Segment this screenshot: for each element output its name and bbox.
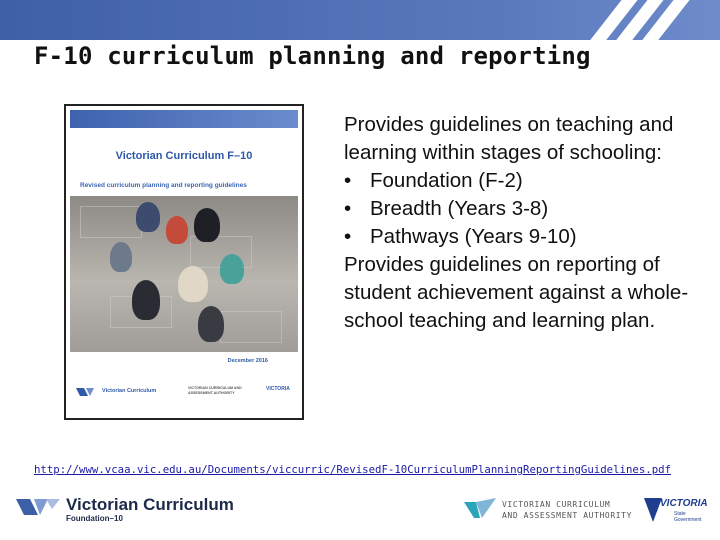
top-banner [0, 0, 720, 40]
victorian-curriculum-logo [16, 492, 256, 528]
bullet-item [344, 223, 704, 251]
student-figure [220, 254, 244, 284]
vcaa-line-1: VICTORIAN CURRICULUM [502, 500, 611, 509]
student-figure [194, 208, 220, 242]
outro-text: Provides guidelines on reporting of student achievement against a whole-school teaching and learning plan. [344, 253, 689, 332]
vic-word: VICTORIA [660, 498, 708, 509]
bullet-text: Pathways (Years 9-10) [370, 225, 577, 248]
vc-mini-logo-icon [76, 386, 100, 398]
document-cover-image [64, 104, 304, 420]
vc-logo-name: Victorian Curriculum [66, 495, 234, 514]
student-figure [178, 266, 208, 302]
cover-title: Victorian Curriculum F–10 [115, 150, 253, 162]
bullet-text: Breadth (Years 3-8) [370, 197, 549, 220]
bullet-text: Foundation (F-2) [370, 169, 523, 192]
cover-top-bar [70, 110, 298, 128]
vic-state-text [674, 511, 702, 523]
student-figure [136, 202, 160, 232]
cover-vc-text: Victorian Curriculum [102, 388, 157, 394]
vcaa-logo [464, 496, 634, 526]
cover-subtitle: Revised curriculum planning and reporting guidelines [80, 182, 247, 189]
cover-vcaa-text: VICTORIAN CURRICULUM AND ASSESSMENT AUTHORITY [188, 386, 242, 395]
bullet-dot: • [344, 169, 352, 192]
vic-state-line-1: State [674, 511, 686, 517]
victoria-state-government-logo [644, 496, 710, 526]
bullet-item [344, 195, 704, 223]
vc-logo-subtitle: Foundation–10 [66, 514, 123, 523]
student-figure [110, 242, 132, 272]
vcaa-check-icon [464, 496, 498, 524]
cover-page [70, 110, 298, 414]
cover-photo-students [70, 196, 298, 352]
cover-logos [70, 382, 298, 402]
cover-vic-text: VICTORIA [266, 386, 290, 392]
floor-tile [80, 206, 142, 238]
vic-state-line-2: Government [674, 517, 702, 523]
bullet-dot: • [344, 225, 352, 248]
student-figure [132, 280, 160, 320]
floor-tile [220, 311, 282, 343]
bullet-item [344, 167, 704, 195]
slide-body [344, 111, 704, 335]
vcaa-line-2: AND ASSESSMENT AUTHORITY [502, 511, 632, 520]
bullet-dot: • [344, 197, 352, 220]
cover-date: December 2016 [227, 358, 268, 364]
slide-title: F-10 curriculum planning and reporting [34, 42, 591, 70]
intro-text: Provides guidelines on teaching and learning within stages of schooling: [344, 113, 674, 164]
vc-chevron-logo-icon [16, 496, 62, 518]
student-figure [166, 216, 188, 244]
student-figure [198, 306, 224, 342]
guidelines-pdf-link[interactable]: http://www.vcaa.vic.edu.au/Documents/viccurric/RevisedF-10CurriculumPlanningReportingGuidelines.pdf [34, 463, 672, 476]
